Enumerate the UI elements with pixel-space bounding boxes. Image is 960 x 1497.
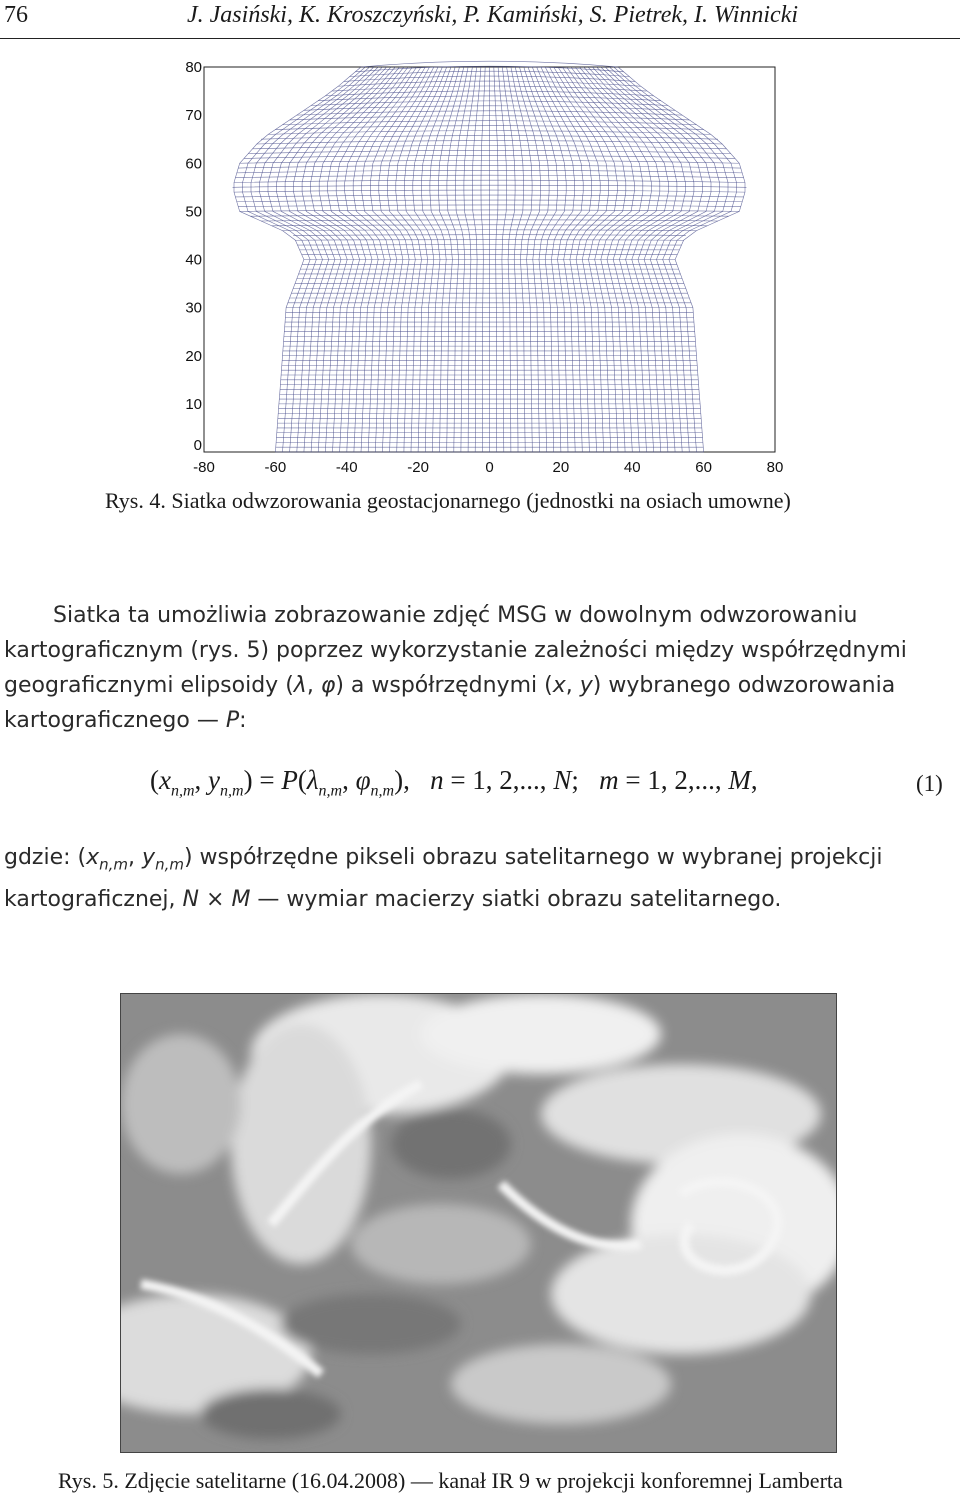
text: kartograficznego — — [4, 708, 226, 733]
y-tick-label: 10 — [185, 395, 202, 413]
paragraph-1-line-2: kartograficznym (rys. 5) poprzez wykorzystanie zależności między współrzędnymi — [4, 638, 907, 663]
y-tick-label: 60 — [185, 155, 202, 173]
text: kartograficznej, — [4, 887, 183, 913]
paragraph-2 — [4, 840, 882, 917]
eq-range: = 1, 2,..., — [443, 765, 554, 795]
paragraph-1-line-1: Siatka ta umożliwia zobrazowanie zdjęć MSG w dowolnym odwzorowaniu — [53, 603, 858, 628]
text: , — [128, 845, 143, 870]
x-tick-label: 20 — [552, 459, 570, 476]
eq-semicolon: ; — [571, 765, 579, 795]
eq-sub: n,m — [318, 782, 343, 800]
x-tick-label: -80 — [193, 459, 215, 476]
subscript: n,m — [155, 855, 184, 874]
subscript: n,m — [99, 855, 129, 874]
eq-range: = 1, 2,..., — [618, 765, 729, 795]
satellite-image — [120, 993, 837, 1453]
eq-sub: n,m — [170, 782, 195, 800]
lambda-symbol: λ — [293, 673, 307, 698]
N-symbol: N — [182, 887, 200, 913]
eq-n: n — [430, 765, 444, 795]
eq-sub: n,m — [370, 782, 395, 800]
y-tick-label: 40 — [185, 251, 202, 269]
paragraph-2-line-1 — [4, 840, 882, 882]
eq-paren: ( — [297, 765, 307, 795]
paragraph-1-line-4 — [4, 703, 907, 738]
x-tick-label: 40 — [623, 459, 641, 476]
p-symbol: P — [225, 708, 240, 733]
eq-m: m — [599, 765, 619, 795]
text: , — [306, 673, 321, 698]
paragraph-2-line-2 — [4, 882, 882, 917]
M-symbol: M — [231, 887, 251, 913]
y-tick-label: 50 — [185, 203, 202, 221]
satellite-cloud-picture — [121, 994, 836, 1452]
eq-x: x — [159, 765, 171, 795]
eq-paren: ), — [394, 765, 410, 795]
eq-lambda: λ — [306, 765, 319, 795]
x-tick-label: -60 — [264, 459, 287, 476]
x-tick-label: 0 — [485, 459, 494, 476]
eq-end: , — [750, 765, 758, 795]
projection-grid-chart — [0, 45, 960, 485]
text: — wymiar macierzy siatki obrazu satelitarnego. — [250, 887, 782, 913]
equation-1 — [150, 765, 758, 800]
eq-sub: n,m — [220, 782, 244, 800]
page-number: 76 — [4, 2, 28, 28]
x-tick-label: 80 — [766, 459, 784, 476]
figure5-caption: Rys. 5. Zdjęcie satelitarne (16.04.2008) — kanał IR 9 w projekcji konforemnej Lamberta — [58, 1468, 843, 1493]
text: ) wybranego odwzorowania — [592, 673, 896, 698]
y-symbol: y — [579, 673, 593, 698]
eq-comma: , — [194, 765, 209, 795]
figure4-caption: Rys. 4. Siatka odwzorowania geostacjonarnego (jednostki na osiach umowne) — [105, 488, 791, 513]
y-tick-label: 80 — [185, 59, 202, 76]
equation-number: (1) — [916, 771, 943, 796]
phi-symbol: φ — [320, 673, 336, 698]
eq-p: P — [281, 765, 298, 795]
y-tick-label: 0 — [193, 437, 202, 454]
text: ) współrzędne pikseli obrazu satelitarnego w wybranej projekcji — [183, 845, 883, 870]
y-tick-label: 70 — [185, 107, 202, 125]
y-symbol: y — [142, 845, 156, 870]
x-tick-label: -20 — [407, 459, 429, 476]
x-symbol: x — [552, 673, 566, 698]
x-symbol: x — [86, 845, 100, 870]
paragraph-1-line-3 — [4, 668, 907, 703]
paragraph-1 — [4, 598, 907, 738]
eq-comma: , — [342, 765, 356, 795]
eq-equals: ) = — [243, 765, 282, 795]
text: ) a współrzędnymi ( — [335, 673, 553, 698]
running-header-authors: J. Jasiński, K. Kroszczyński, P. Kamiński, S. Pietrek, I. Winnicki — [187, 2, 799, 28]
text: × — [199, 887, 232, 913]
x-tick-label: 60 — [695, 459, 712, 476]
eq-N: N — [553, 765, 572, 795]
eq-phi: φ — [355, 765, 371, 795]
x-tick-label: -40 — [335, 459, 358, 476]
y-tick-label: 30 — [185, 299, 202, 317]
text: gdzie: ( — [4, 845, 87, 870]
header-rule — [0, 38, 960, 39]
eq-paren: ( — [150, 765, 159, 795]
y-tick-label: 20 — [185, 347, 202, 365]
eq-y: y — [208, 765, 221, 795]
eq-M: M — [728, 765, 751, 795]
text: geograficznymi elipsoidy ( — [4, 673, 294, 698]
text: : — [239, 708, 247, 733]
text: , — [565, 673, 580, 698]
